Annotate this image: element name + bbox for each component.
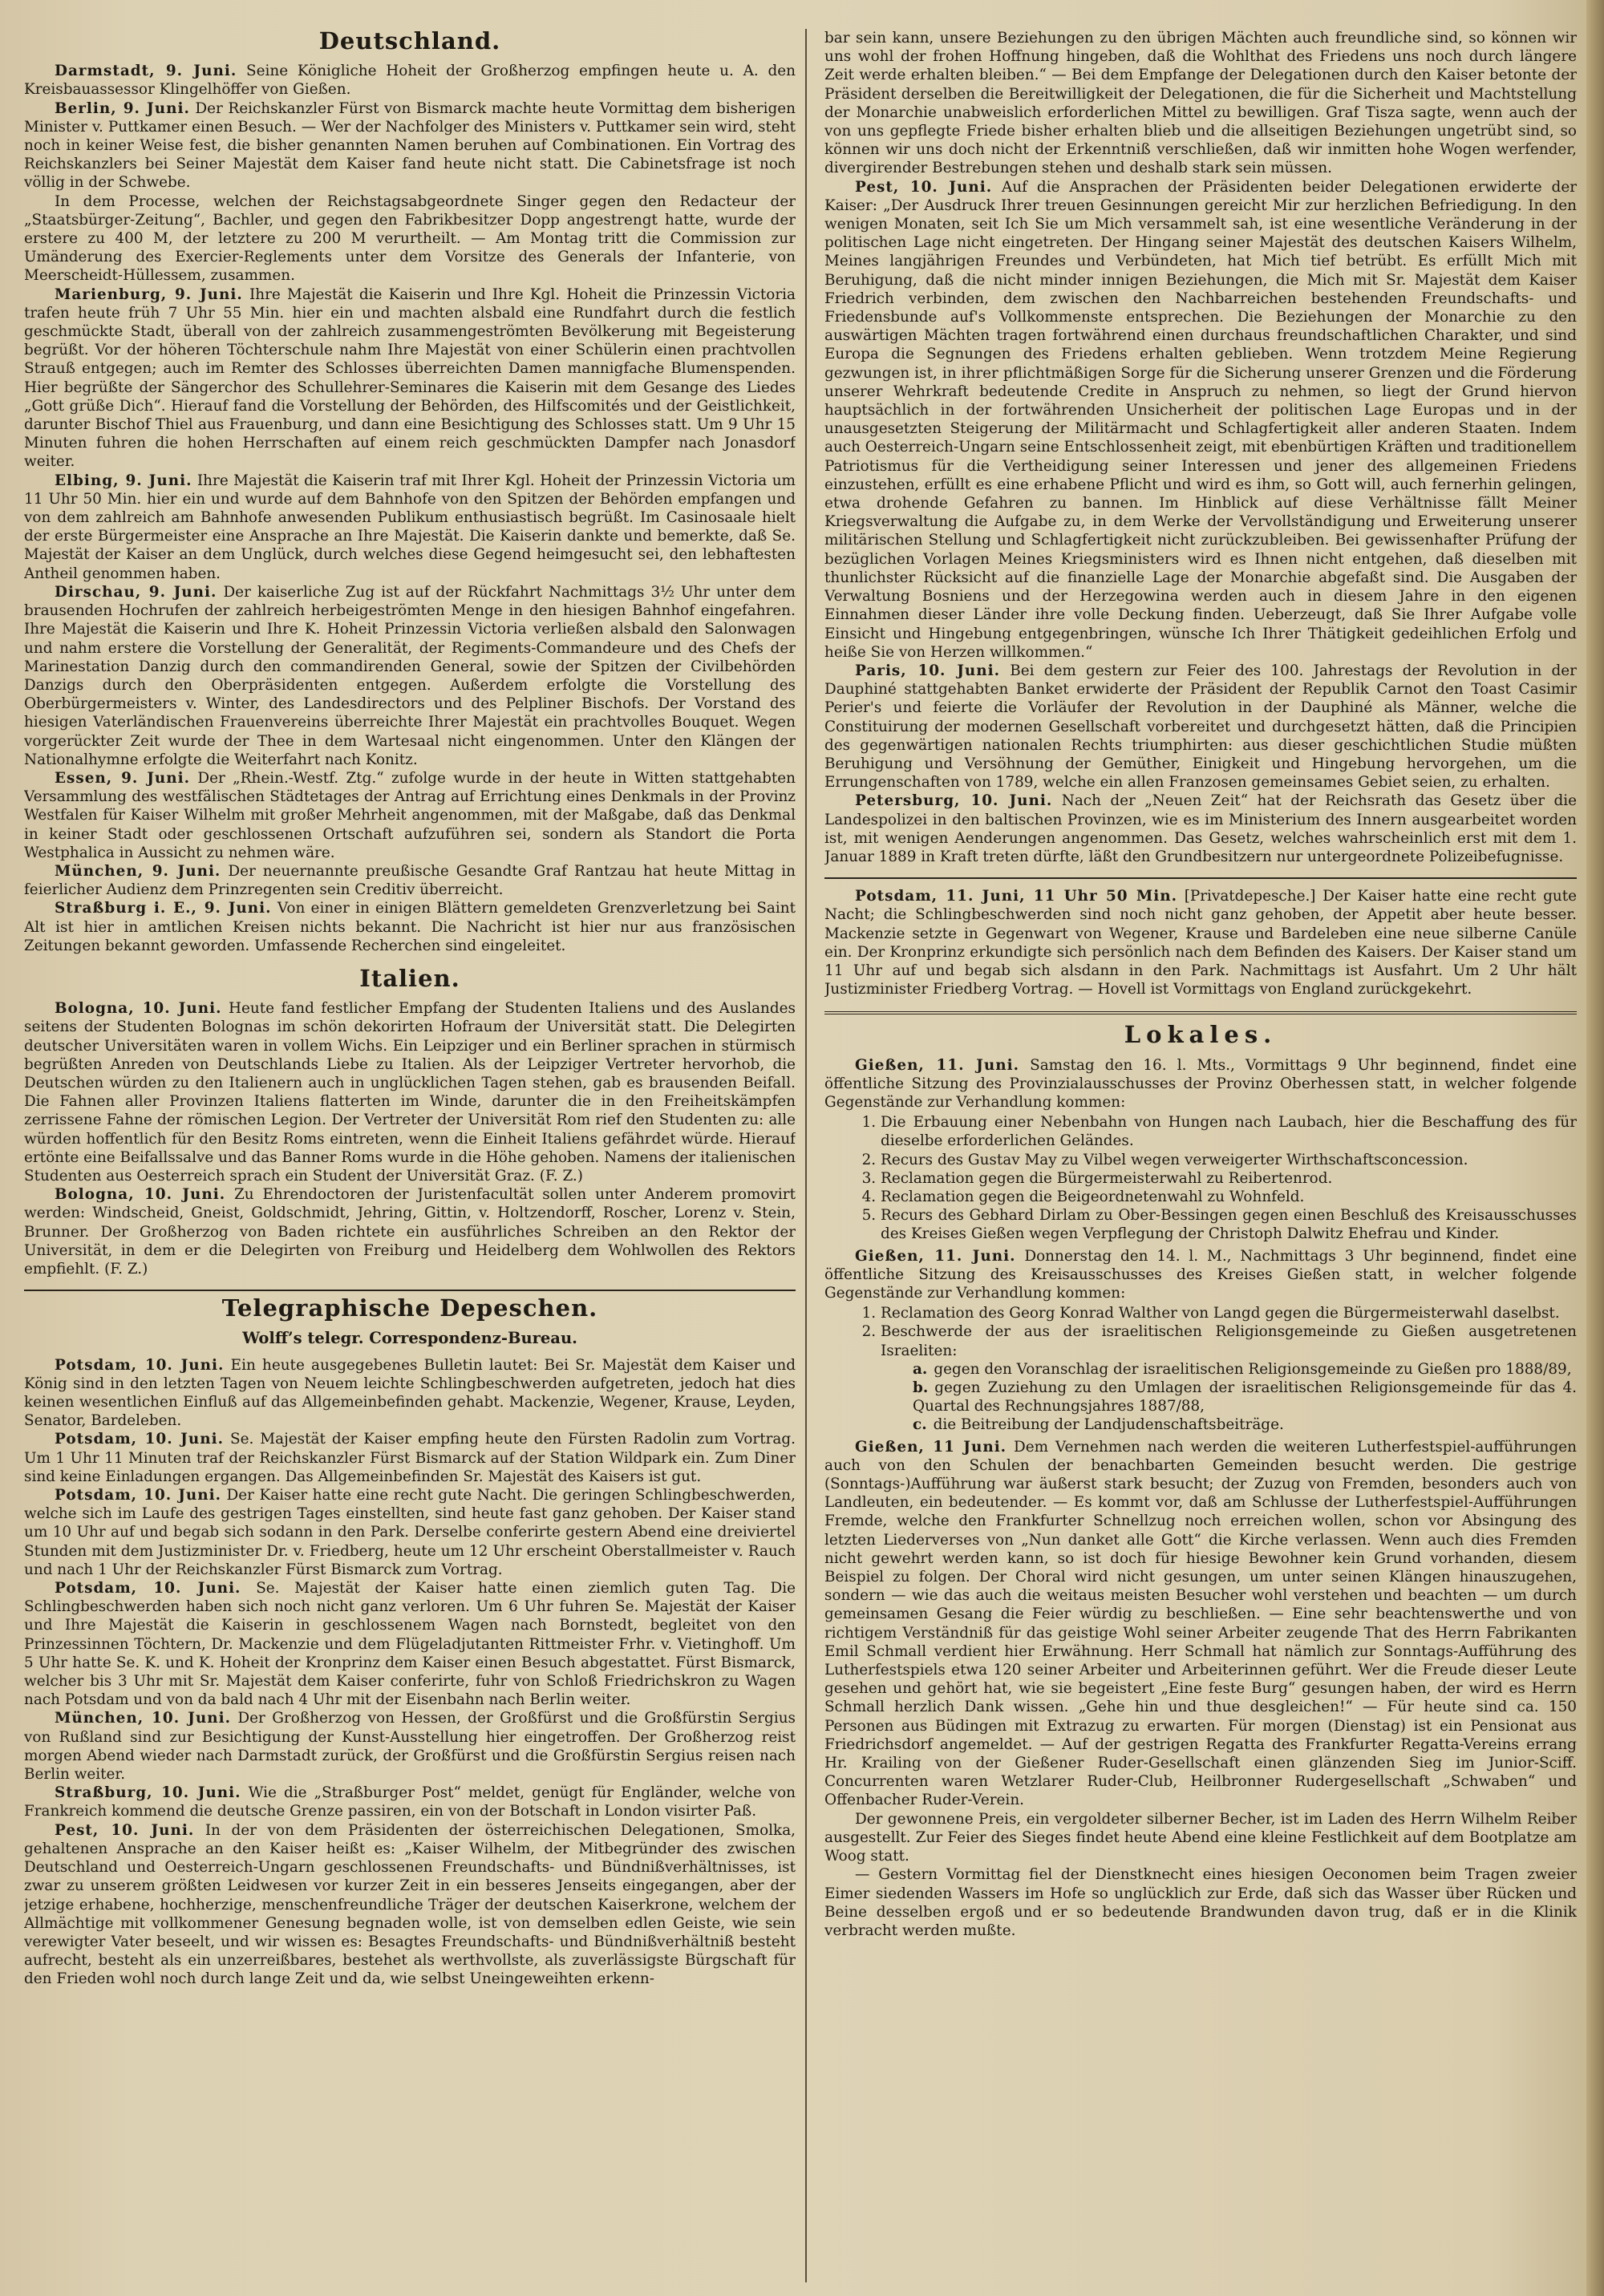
agenda-item: 1. Die Erbauung einer Nebenbahn von Hungen nach Laubach, hier die Beschaffung des für dieselbe erforderlichen Geländes.: [881, 1113, 1577, 1150]
agenda-list-kreisausschuss: [881, 1304, 1577, 1434]
lokales-regatta-prize: Der gewonnene Preis, ein vergoldeter silberner Becher, ist im Laden des Herrn Wilhelm Reiber ausgestellt. Zur Feier des Sieges findet heute Abend eine kleine Festlichkeit auf dem Bootplatze am Woog statt.: [824, 1810, 1577, 1865]
agenda-subitem: a. gegen den Voranschlag der israelitischen Religionsgemeinde zu Gießen pro 1888/89,: [913, 1360, 1572, 1378]
dispatch-potsdam-1: Potsdam, 10. Juni. Ein heute ausgegebenes Bulletin lautet: Bei Sr. Majestät dem Kaiser und König sind in den letzten Tagen von Neuem leichte Schlingbeschwerden aufgetreten, jedoch hat dies keinen wesentlichen Einfluß auf das Allgemeinbefinden gehabt. Mackenzie, Wegener, Krause, Leyden, Senator, Bardeleben.: [24, 1356, 796, 1430]
column-divider: [805, 29, 807, 2282]
section-rule-double: [824, 1011, 1577, 1014]
dispatch-pest: Pest, 10. Juni. In der von dem Präsidenten der österreichischen Delegationen, Smolka, gehaltenen Ansprache an den Kaiser heißt es: „Kaiser Wilhelm, der Mitbegründer des zwischen Deutschland und Oesterreich-Ungarn geschlossenen Freundschafts- und Bündnißverhältnisses, ist zwar zu unserem größten Leidwesen vor kurzer Zeit in ein besseres Jenseits eingegangen, aber der jetzige erhabene, hochherzige, menschenfreundliche Träger der deutschen Kaiserkrone, welchem der Allmächtige mit vollkommener Genesung begnaden wolle, ist von demselben edlen Geiste, wie sein verewigter Vater beseelt, und wir wissen es: Besagtes Freundschafts- und Bündnißverhältniß besteht aufrecht, besteht als ein unzerreißbares, bestehet als werthvollste, als zuverlässigste Bürgschaft für den Frieden wohl noch durch lange Zeit und da, wie selbst Uneingeweihten erkenn-: [24, 1821, 796, 1988]
article-darmstadt: Darmstadt, 9. Juni. Seine Königliche Hoheit der Großherzog empfingen heute u. A. den Kreisbauassessor Klingelhöffer von Gießen.: [24, 63, 796, 99]
left-column: [24, 29, 796, 2280]
dispatch-potsdam-4: Potsdam, 10. Juni. Se. Majestät der Kaiser hatte einen ziemlich guten Tag. Die Schlingbeschwerden haben sich noch nicht ganz verloren. Um 6 Uhr fuhren Se. Majestät der Kaiser und Ihre Majestät die Kaiserin in geschlossenem Wagen nach Bornstedt, begleitet von den Prinzessinnen Töchtern, Dr. Mackenzie und dem Flügeladjutanten Rittmeister Frhr. v. Vietinghoff. Um 5 Uhr hatte Se. K. und K. Hoheit der Kronprinz dem Kaiser einen Besuch abgestattet. Fürst Bismarck, welcher bis 3 Uhr mit Sr. Majestät dem Kaiser conferirte, fuhr von Schloß Friedrichskron zu Wagen nach Potsdam und von da bald nach 4 Uhr mit der Eisenbahn nach Berlin weiter.: [24, 1580, 796, 1709]
dispatch-petersburg: Petersburg, 10. Juni. Nach der „Neuen Zeit“ hat der Reichsrath das Gesetz über die Landespolizei in den baltischen Provinzen, wie es im Ministerium des Innern ausgearbeitet worden ist, mit wenigen Aenderungen angenommen. Das Gesetz, welches wahrscheinlich erst mit dem 1. Januar 1889 in Kraft treten dürfte, läßt den Grundbesitzern nur untergeordnete Polizeibefugnisse.: [824, 792, 1577, 865]
dispatch-muenchen: München, 10. Juni. Der Großherzog von Hessen, der Großfürst und die Großfürstin Sergius von Rußland sind zur Besichtigung der Kunst-Ausstellung hier eingetroffen. Der Großherzog reist morgen Abend wieder nach Darmstadt zurück, der Großfürst und die Großfürstin Sergius reisen nach Berlin weiter.: [24, 1710, 796, 1784]
lokales-accident: — Gestern Vormittag fiel der Dienstknecht eines hiesigen Oeconomen beim Tragen zweier Eimer siedenden Wassers im Hofe so unglücklich zur Erde, daß sich das Wasser über Rücken und Beine desselben ergoß und er so bedeutende Brandwunden davon trug, daß er in die Klinik verbracht werden mußte.: [824, 1866, 1577, 1939]
article-strassburg: Straßburg i. E., 9. Juni. Von einer in einigen Blättern gemeldeten Grenzverletzung bei Saint Alt ist hier in amtlichen Kreisen nichts bekannt. Die Nachricht ist hier nur aus französischen Zeitungen bekannt geworden. Umfassende Recherchen sind eingeleitet.: [24, 900, 796, 954]
article-essen: Essen, 9. Juni. Der „Rhein.-Westf. Ztg.“ zufolge wurde in der heute in Witten stattgehabten Versammlung des westfälischen Städtetages der Antrag auf Errichtung eines Denkmals in der Provinz Westfalen für Kaiser Wilhelm mit großer Mehrheit angenommen, mit der Maßgabe, daß das Denkmal in keiner Stadt oder geschlossenen Ortschaft aufzuführen sei, sondern als Standort die Porta Westphalica in Aussicht zu nehmen wäre.: [24, 769, 796, 861]
section-title-italien: Italien.: [359, 964, 460, 992]
right-column: [824, 29, 1577, 2280]
article-singer-process: In dem Processe, welchen der Reichstagsabgeordnete Singer gegen den Redacteur der „Staatsbürger-Zeitung“, Bachler, und gegen den Fabrikbesitzer Dopp angestrengt hatte, wurde der erstere zu 400 M, der letztere zu 200 M verurtheilt. — Am Montag tritt die Commission zur Umänderung des Exercier-Reglements unter dem Vorsitze des Generals der Infanterie, von Meerscheidt-Hüllessem, zusammen.: [24, 192, 796, 285]
article-dirschau: Dirschau, 9. Juni. Der kaiserliche Zug ist auf der Rückfahrt Nachmittags 3½ Uhr unter dem brausenden Hochrufen der zahlreich herbeigeströmten Menge in den hiesigen Bahnhof eingefahren. Ihre Majestät die Kaiserin und Ihre K. Hoheit Prinzessin Victoria verließen alsbald den Salonwagen und nahm erstere die Vorstellung der Generalität, der Regiments-Commandeure und des Chefs der Marinestation Danzig durch den commandirenden General, sowie der Spitzen der Civilbehörden Danzigs durch den Oberpräsidenten entgegen. Außerdem erfolgte die Vorstellung des Oberbürgermeisters v. Winter, des Landesdirectors und des Pelpliner Bischofs. Der Vorstand des hiesigen Vaterländischen Frauenvereins überreichte Ihrer Majestät ein prachtvolles Bouquet. Wegen vorgerückter Zeit wurde der Thee in dem Wartesaal nicht eingenommen. Unter den Klängen der Nationalhymne erfolgte die Weiterfahrt nach Konitz.: [24, 583, 796, 768]
agenda-item: 1. Reclamation des Georg Konrad Walther von Langd gegen die Bürgermeisterwahl daselbst.: [881, 1304, 1577, 1322]
agenda-list-provinzialausschuss: [881, 1113, 1577, 1243]
agenda-item: 2. Recurs des Gustav May zu Vilbel wegen verweigerter Wirthschaftsconcession.: [881, 1151, 1577, 1169]
dispatch-pest-2: Pest, 10. Juni. Auf die Ansprachen der Präsidenten beider Delegationen erwiderte der Kaiser: „Der Ausdruck Ihrer treuen Gesinnungen gereicht Mir zur herzlichen Befriedigung. In den wenigen Monaten, seit Ich Sie um Mich versammelt sah, ist eine wesentliche Veränderung in der politischen Lage nicht eingetreten. Der Hingang seiner Majestät des deutschen Kaisers Wilhelm, Meines langjährigen Freundes und Verbündeten, hat Mich tief betrübt. Es erfüllt Mich mit Beruhigung, daß die nicht minder innigen Beziehungen, die Mich mit Sr. Majestät dem Kaiser Friedrich verbinden, dem zwischen den Nachbarreichen bestehenden Freundschafts- und Friedensbunde auf's Vollkommenste entsprechen. Die Beziehungen der Monarchie zu den auswärtigen Mächten tragen fortwährend einen durchaus freundschaftlichen Charakter, und sind Europa die Segnungen des Friedens erhalten geblieben. Wenn trotzdem Meine Regierung gezwungen ist, in ihrer pflichtmäßigen Sorge für die Sicherung unserer Grenzen und die Förderung unserer Wehrkraft bedeutende Credite in Anspruch zu nehmen, so liegt der Grund hiervon hauptsächlich in der fortwährenden Unsicherheit der politischen Lage Europas und in der unausgesetzten Steigerung der Militärmacht und Schlagfertigkeit aller anderen Staaten. Indem auch Oesterreich-Ungarn seine Entschlossenheit zeigt, mit ebenbürtigen Kräften und traditionellem Patriotismus für die Vertheidigung seiner Interessen und jener des allgemeinen Friedens einzustehen, erfüllt es eine erhabene Pflicht und wird es ihm, so Gott will, auch fernerhin gelingen, etwa drohende Gefahren zu bannen. Im Hinblick auf diese Verhältnisse fällt Meiner Kriegsverwaltung die Aufgabe zu, in dem Werke der Vervollständigung und Erweiterung unserer militärischen Stellung und Schlagfertigkeit nicht zurückzubleiben. Bei gewissenhafter Prüfung der bezüglichen Vorlagen Meines Kriegsministers wird es Ihnen nicht entgehen, daß dieselben mit thunlichster Rücksicht auf die finanzielle Lage der Monarchie abgefaßt sind. Die Ausgaben der Verwaltung Bosniens und der Herzegowina werden auch in diesem Jahre in den eigenen Einnahmen dieser Länder ihre volle Deckung finden. Ueberzeugt, daß Sie Ihrer Aufgabe volle Einsicht und Hingebung entgegenbringen, wünsche Ich Ihrer Thätigkeit gedeihlichen Erfolg und heiße Sie von Herzen willkommen.“: [824, 178, 1577, 661]
section-rule: [24, 1290, 796, 1291]
source-signature: (F. Z.): [539, 1167, 583, 1184]
source-signature: (F. Z.): [104, 1261, 148, 1278]
page-edge: [1586, 0, 1604, 2296]
private-dispatch-label: [Privatdepesche.]: [1184, 888, 1316, 905]
telegraph-bureau-subtitle: Wolff’s telegr. Correspondenz-Bureau.: [242, 1329, 577, 1348]
dispatch-pest-continued: bar sein kann, unsere Beziehungen zu den übrigen Mächten auch freundliche sind, so können wir uns wohl der frohen Hoffnung hingeben, daß die Wohlthat des Friedens uns noch durch längere Zeit werde erhalten bleiben.“ — Bei dem Empfange der Delegationen durch den Kaiser betonte der Präsident derselben die Bereitwilligkeit der Delegationen, die für die Sicherheit und Machtstellung der Monarchie unabweislich erforderlichen Mittel zu bewilligen. Graf Tisza sagte, wenn auch der von uns gepflegte Friede bisher erhalten blieb und die allseitigen Beziehungen ungetrübt sind, so können wir uns doch nicht der Erkenntniß verschließen, daß wir inmitten hohe Wogen werfender, divergirender Bestrebungen stehen und deshalb stark sein müssen.: [824, 30, 1577, 177]
dispatch-paris: Paris, 10. Juni. Bei dem gestern zur Feier des 100. Jahrestags der Revolution in der Dauphiné stattgehabten Banket erwiderte der Präsident der Republik Carnot den Toast Casimir Perier's und feierte die Vorläufer der Revolution in der Dauphiné als Männer, welche die Constituirung der modernen Gesellschaft vorbereitet und durchgesetzt hätten, daß die Principien des gegenwärtigen nationalen Rechts triumphirten: aus dieser geschichtlichen Studie müßten Beruhigung und Versöhnung der Gemüther, Einigkeit und Hingebung hervorgehen, um die Errungenschaften von 1789, welche ein allen Franzosen gemeinsames Gebiet seien, zu erhalten.: [824, 662, 1577, 792]
article-bologna-2: Bologna, 10. Juni. Zu Ehrendoctoren der Juristenfacultät sollen unter Anderem promovirt werden: Windscheid, Gneist, Goldschmidt, Jehring, Gittin, v. Holtzendorff, Roscher, Lorenz v. Stein, Brunner. Der Großherzog von Baden richtete ein ausführliches Schreiben an den Rektor der Universität, in dem er die Delegirten von Freiburg und Heidelberg dem Wohlwollen des Rektors empfiehlt. (F. Z.): [24, 1186, 796, 1278]
article-muenchen: München, 9. Juni. Der neuernannte preußische Gesandte Graf Rantzau hat heute Mittag in feierlicher Audienz dem Prinzregenten sein Creditiv überreicht.: [24, 862, 796, 899]
agenda-item: 2. Beschwerde der aus der israelitischen Religionsgemeinde zu Gießen ausgetretenen Israeliten: a. gegen den Voranschlag der israelitischen Religionsgemeinde zu Gießen pro 1888/89, b. gegen Zuziehung zu den Umlagen der israelitischen Religionsgemeinde für das 4. Quartal des Rechnungsjahres 1887/88, c. die Beitreibung der Landjudenschaftsbeiträge.: [881, 1322, 1577, 1434]
agenda-item: 5. Recurs des Gebhard Dirlam zu Ober-Bessingen gegen einen Beschluß des Kreisausschusses des Kreises Gießen wegen Verpflegung der Christoph Dalwitz Ehefrau und Kinder.: [881, 1206, 1577, 1243]
dispatch-strassburg: Straßburg, 10. Juni. Wie die „Straßburger Post“ meldet, genügt für Engländer, welche von Frankreich kommend die deutsche Grenze passiren, ein von der Botschaft in London visirter Paß.: [24, 1784, 796, 1820]
lokales-articles: [824, 1056, 1577, 1941]
lokales-lutherfestspiel: Gießen, 11 Juni. Dem Vernehmen nach werden die weiteren Lutherfestspiel-aufführungen auch von den Schulen der benachbarten Gemeinden besucht werden. Die gestrige (Sonntags-)Aufführung war äußerst stark besucht; der Zuzug von Fremden, besonders auch von Landleuten, ein bedeutender. — Es kommt vor, daß am Schlusse der Lutherfestspiel-Aufführungen Fremde, welche den Frankfurter Schnellzug noch erreichen wollen, schon vor Absingung des letzten Liederverses von „Nun danket alle Gott“ die Kirche verlassen. Wenn auch dies Fremden nicht gewehrt werden kann, so ist doch für hiesige Bewohner kein Grund vorhanden, diesem Beispiel zu folgen. Der Choral wird nicht gesungen, um unter seinen Klängen hinauszugehen, sondern — wie das auch die weitaus meisten Besucher wohl verstehen und beachten — um durch gemeinsamen Gesang die Feier würdig zu beschließen. — Eine sehr beachtenswerthe und von richtigem Verständniß für das geistige Wohl seiner Arbeiter zeugende That des Herrn Fabrikanten Emil Schmall verdient hier Erwähnung. Herr Schmall hat nämlich zur Sonntags-Aufführung des Lutherfestspiels etwa 120 seiner Arbeiter und Arbeiterinnen geführt. Wer die Freude dieser Leute gesehen und gehört hat, wie sie begeistert „Eine feste Burg“ gesungen haben, der wird es Herrn Schmall herzlich Dank wissen. „Gehe hin und thue desgleichen!“ — Für heute sind ca. 150 Personen aus Büdingen mit Extrazug zu erwarten. Für morgen (Dienstag) ist ein Pensionat aus Friedrichsdorf angemeldet. — Auf der gestrigen Regatta des Frankfurter Regatta-Vereins errang Hr. Krailing von der Gießener Ruder-Gesellschaft einen glänzenden Sieg im Junior-Sciff. Concurrenten waren Wetzlarer Ruder-Club, Heilbronner Rudergesellschaft „Schwaben“ und Offenbacher Ruder-Verein.: [824, 1438, 1577, 1809]
lokales-provinzialausschuss: Gießen, 11. Juni. Samstag den 16. l. Mts., Vormittags 9 Uhr beginnend, findet eine öffentliche Sitzung des Provinzialausschusses der Provinz Oberhessen statt, in welcher folgende Gegenstände zur Verhandlung kommen:: [824, 1056, 1577, 1111]
italien-articles: [24, 999, 796, 1278]
article-marienburg: Marienburg, 9. Juni. Ihre Majestät die Kaiserin und Ihre Kgl. Hoheit die Prinzessin Victoria trafen heute früh 7 Uhr 55 Min. hier ein und machten alsbald eine Rundfahrt durch die festlich geschmückte Stadt, überall von der zahlreich zusammengeströmten Bevölkerung mit Begeisterung begrüßt. Vor der höheren Töchterschule nahm Ihre Majestät von einer Schülerin einen prachtvollen Strauß entgegen; auch im Remter des Schlosses überreichten Damen mannigfache Blumenspenden. Hier begrüßte der Sängerchor des Schullehrer-Seminares die Kaiserin mit dem Gesange des Liedes „Gott grüße Dich“. Hierauf fand die Vorstellung der Behörden, des Hilfscomités und der Geistlichkeit, darunter Bischof Thiel aus Frauenburg, und dann eine Besichtigung des Schlosses statt. Um 9 Uhr 15 Minuten fuhren die hohen Herrschaften auf einem reich geschmückten Dampfer nach Jonasdorf weiter.: [24, 285, 796, 471]
section-title-deutschland: Deutschland.: [318, 29, 501, 55]
agenda-subitem: c. die Beitreibung der Landjudenschaftsbeiträge.: [913, 1416, 1284, 1434]
agenda-item: 3. Reclamation gegen die Bürgermeisterwahl zu Reibertenrod.: [881, 1169, 1577, 1188]
agenda-subitem: b. gegen Zuziehung zu den Umlagen der israelitischen Religionsgemeinde für das 4. Quartal des Rechnungsjahres 1887/88,: [913, 1379, 1577, 1415]
dispatch-potsdam-3: Potsdam, 10. Juni. Der Kaiser hatte eine recht gute Nacht. Die geringen Schlingbeschwerden, welche sich im Laufe des gestrigen Tages einstellten, sind heute fast ganz gehoben. Der Kaiser stand um 10 Uhr auf und begab sich sodann in den Park. Derselbe conferirte gestern Abend eine dreiviertel Stunden mit dem Justizminister Dr. v. Friedberg, heute um 12 Uhr erscheint Oberstallmeister v. Rauch und nach 1 Uhr der Reichskanzler Fürst Bismarck zum Vortrag.: [24, 1487, 796, 1578]
agenda-sublist: [913, 1360, 1577, 1435]
section-rule: [824, 877, 1577, 879]
section-title-lokales: Lokales.: [1124, 1021, 1278, 1049]
article-berlin: Berlin, 9. Juni. Der Reichskanzler Fürst von Bismarck machte heute Vormittag dem bisherigen Minister v. Puttkamer einen Besuch. — Wer der Nachfolger des Ministers v. Puttkamer sein wird, steht noch in keiner Weise fest, die bisher genannten Namen beruhen auf Combinationen. Ein Vortrag des Reichskanzlers bei Seiner Majestät dem Kaiser fand heute nicht statt. Die Cabinetsfrage ist noch völlig in der Schwebe.: [24, 99, 796, 192]
deutschland-articles: [24, 62, 796, 955]
telegraph-articles: [24, 1356, 796, 1989]
dispatch-potsdam-2: Potsdam, 10. Juni. Se. Majestät der Kaiser empfing heute den Fürsten Radolin zum Vortrag. Um 1 Uhr 11 Minuten traf der Reichskanzler Fürst Bismarck auf der Station Wildpark ein. Zum Diner sind keine Einladungen ergangen. Das Allgemeinbefinden Sr. Majestät des Kaisers ist gut.: [24, 1431, 796, 1485]
agenda-item: 4. Reclamation gegen die Beigeordnetenwahl zu Wohnfeld.: [881, 1188, 1577, 1206]
article-bologna-1: Bologna, 10. Juni. Heute fand festlicher Empfang der Studenten Italiens und des Auslandes seitens der Studenten Bolognas im schön dekorirten Hofraum der Universität statt. Die Delegirten deutscher Universitäten waren in vollem Wichs. Ein Leipziger und ein Berliner sprachen in stürmisch begrüßten Anreden von Deutschlands Liebe zu Italien. Als der Leipziger Vertreter hervorhob, die Deutschen würden zu den Italienern auch in unglücklichen Tagen stehen, gab es brausenden Beifall. Die Fahnen aller Provinzen Italiens flatterten im Winde, darunter die in den Freiheitskämpfen zerrissene Fahne der römischen Legion. Der Vertreter der Universität Rom rief den Studenten zu: alle würden hoffentlich für den Besitz Roms eintreten, wenn die Einheit Italiens gefährdet würde. Hierauf ertönte eine Beifallssalve und das Banner Roms wurde in die Höhe gehoben. Namens der italienischen Studenten aus Oesterreich sprach ein Student der Universität Graz. (F. Z.): [24, 1000, 796, 1184]
private-dispatch: Potsdam, 11. Juni, 11 Uhr 50 Min. [Privatdepesche.] Der Kaiser hatte eine recht gute Nacht; die Schlingbeschwerden sind noch nicht ganz gehoben, der Appetit aber heute besser. Mackenzie setzte in Gegenwart von Wegener, Krause und Bardeleben eine neue silberne Canüle ein. Der Kronprinz erkundigte sich persönlich nach dem Befinden des Kaisers. Der Kaiser stand um 11 Uhr auf und begab sich alsdann in den Park. Nachmittags ist Ausfahrt. Um 2 Uhr hält Justizminister Friedberg Vortrag. — Hovell ist Vormittags von England zurückgekehrt.: [824, 888, 1577, 998]
lokales-kreisausschuss: Gießen, 11. Juni. Donnerstag den 14. l. M., Nachmittags 3 Uhr beginnend, findet eine öffentliche Sitzung des Kreisausschusses des Kreises Gießen statt, in welcher folgende Gegenstände zur Verhandlung kommen:: [824, 1247, 1577, 1302]
section-title-telegraph: Telegraphische Depeschen.: [221, 1294, 598, 1322]
continuation-articles: [824, 29, 1577, 866]
article-elbing: Elbing, 9. Juni. Ihre Majestät die Kaiserin traf mit Ihrer Kgl. Hoheit der Prinzessin Victoria um 11 Uhr 50 Min. hier ein und wurde auf dem Bahnhofe von den Spitzen der Behörden empfangen und von dem zahlreich am Bahnhofe anwesenden Publikum enthusiastisch begrüßt. Im Casinosaale hielt der erste Bürgermeister eine Ansprache an Ihre Majestät. Die Kaiserin dankte und bemerkte, daß Se. Majestät der Kaiser an dem Unglück, durch welches diese Gegend heimgesucht sei, den lebhaftesten Antheil genommen haben.: [24, 472, 796, 582]
